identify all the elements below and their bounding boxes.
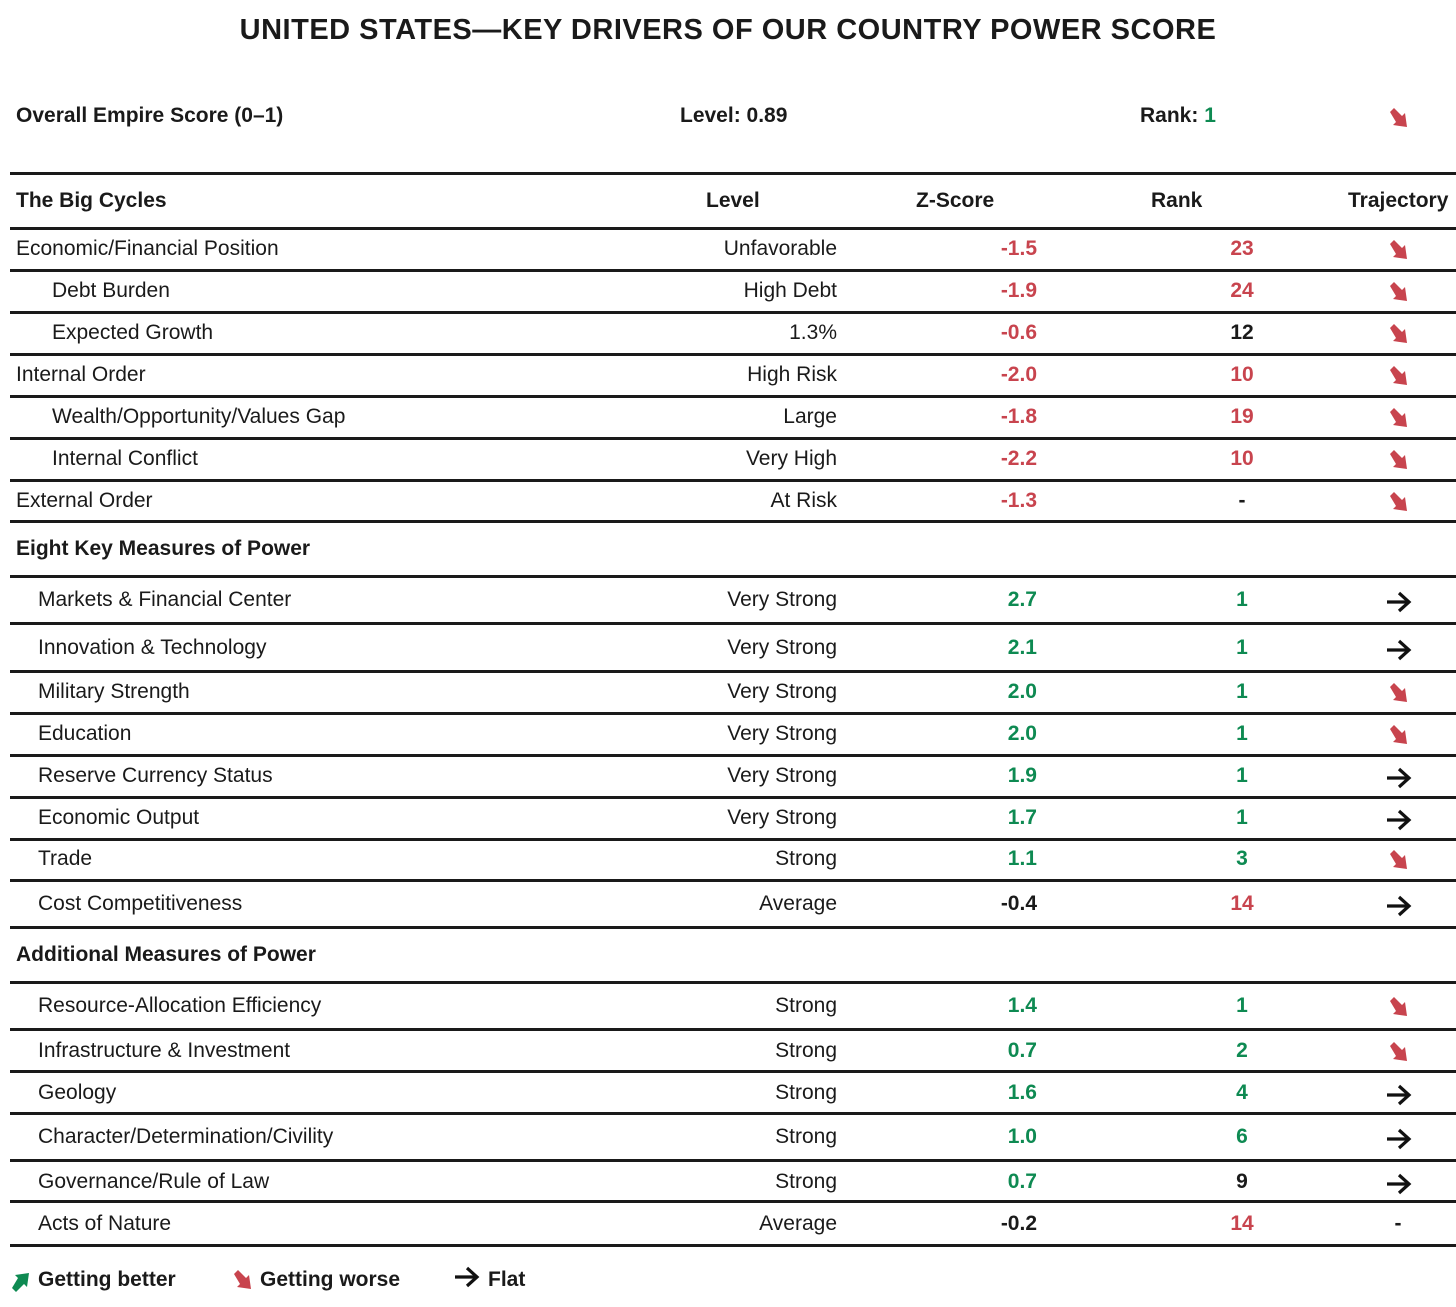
trend-down-icon [1386, 448, 1412, 474]
row-level: Very Strong [727, 680, 837, 703]
arrow-right-icon [1384, 589, 1410, 615]
row-level: Strong [775, 1081, 837, 1104]
row-level: 1.3% [789, 321, 837, 344]
header-top-rule [10, 172, 1456, 175]
row-rank: - [1238, 489, 1246, 512]
row-zscore: -1.9 [1000, 279, 1037, 302]
row-level: Large [783, 405, 837, 428]
row-rank: 4 [1236, 1081, 1248, 1104]
row-divider [10, 1200, 1456, 1203]
row-divider [10, 479, 1456, 482]
row-divider [10, 1070, 1456, 1073]
row-rank: 1 [1236, 806, 1248, 829]
row-rank: 1 [1236, 994, 1248, 1017]
row-level: At Risk [770, 489, 837, 512]
row-zscore: -1.5 [1000, 237, 1037, 260]
trend-down-icon [1386, 406, 1412, 432]
row-name: Character/Determination/Civility [38, 1125, 334, 1148]
row-divider [10, 1159, 1456, 1162]
row-zscore: 1.4 [1007, 994, 1037, 1017]
row-zscore: 2.1 [1007, 636, 1037, 659]
row-rank: 1 [1236, 764, 1248, 787]
row-name: Education [38, 722, 132, 745]
row-rank: 3 [1236, 847, 1248, 870]
row-divider [10, 622, 1456, 625]
trend-down-icon [1386, 723, 1412, 749]
column-header-zscore: Z-Score [916, 189, 995, 212]
row-divider [10, 520, 1456, 523]
row-level: Very High [745, 447, 837, 470]
row-level: Strong [775, 994, 837, 1017]
row-zscore: 1.0 [1007, 1125, 1037, 1148]
row-divider [10, 926, 1456, 929]
overall-level [680, 104, 787, 128]
trend-down-icon [1386, 364, 1412, 390]
row-divider [10, 838, 1456, 841]
arrow-right-icon [452, 1264, 478, 1290]
legend-better-label: Getting better [38, 1268, 176, 1291]
row-level: Average [759, 1212, 837, 1235]
row-divider [10, 1028, 1456, 1031]
column-header-trajectory: Trajectory [1348, 189, 1449, 212]
row-rank: 1 [1236, 722, 1248, 745]
legend-worse-label: Getting worse [260, 1268, 401, 1291]
row-zscore: 1.9 [1007, 764, 1037, 787]
row-divider [10, 575, 1456, 578]
row-name: Geology [38, 1081, 117, 1104]
row-rank: 24 [1230, 279, 1254, 302]
row-zscore: -2.2 [1000, 447, 1037, 470]
row-zscore: -0.4 [1000, 892, 1037, 915]
row-name: Trade [38, 847, 93, 870]
row-divider [10, 754, 1456, 757]
row-divider [10, 1112, 1456, 1115]
row-zscore: -0.2 [1000, 1212, 1037, 1235]
row-name: Wealth/Opportunity/Values Gap [52, 405, 346, 428]
row-level: High Debt [743, 279, 837, 302]
trend-down-icon [1386, 995, 1412, 1021]
row-divider [10, 796, 1456, 799]
row-zscore: 1.1 [1007, 847, 1037, 870]
row-level: High Risk [747, 363, 837, 386]
row-divider [10, 353, 1456, 356]
row-rank: 12 [1230, 321, 1254, 344]
row-level: Very Strong [727, 636, 837, 659]
row-level: Strong [775, 1170, 837, 1193]
row-name: Economic Output [38, 806, 200, 829]
row-level: Strong [775, 1125, 837, 1148]
row-zscore: 2.0 [1007, 722, 1037, 745]
row-divider [10, 437, 1456, 440]
row-name: External Order [16, 489, 153, 512]
row-rank: 1 [1236, 636, 1248, 659]
row-trajectory: - [1394, 1212, 1402, 1235]
overall-rank-value: 1 [1204, 104, 1216, 127]
row-divider [10, 712, 1456, 715]
row-zscore: 2.0 [1007, 680, 1037, 703]
arrow-right-icon [1384, 893, 1410, 919]
row-rank: 9 [1236, 1170, 1248, 1193]
row-divider [10, 227, 1456, 230]
row-divider [10, 879, 1456, 882]
row-rank: 6 [1236, 1125, 1248, 1148]
row-level: Average [759, 892, 837, 915]
trend-up-icon [8, 1268, 34, 1294]
row-level: Very Strong [727, 722, 837, 745]
arrow-right-icon [1384, 1171, 1410, 1197]
row-name: Expected Growth [52, 321, 214, 344]
row-level: Very Strong [727, 806, 837, 829]
row-name: Reserve Currency Status [38, 764, 273, 787]
row-divider [10, 269, 1456, 272]
overall-trajectory-icon [1386, 106, 1412, 132]
row-rank: 1 [1236, 680, 1248, 703]
trend-down-icon [1386, 322, 1412, 348]
trend-down-icon [230, 1268, 256, 1294]
row-zscore: -0.6 [1000, 321, 1037, 344]
arrow-right-icon [1384, 637, 1410, 663]
row-name: Markets & Financial Center [38, 588, 292, 611]
row-divider [10, 311, 1456, 314]
row-name: Infrastructure & Investment [38, 1039, 291, 1062]
row-rank: 1 [1236, 588, 1248, 611]
row-zscore: 1.6 [1007, 1081, 1037, 1104]
row-zscore: 1.7 [1007, 806, 1037, 829]
section-title-additional: Additional Measures of Power [16, 943, 316, 966]
row-rank: 10 [1230, 447, 1254, 470]
row-name: Economic/Financial Position [16, 237, 279, 260]
row-rank: 10 [1230, 363, 1254, 386]
row-name: Debt Burden [52, 279, 170, 302]
page-title: UNITED STATES—KEY DRIVERS OF OUR COUNTRY POWER SCORE [239, 14, 1217, 46]
row-level: Strong [775, 1039, 837, 1062]
row-zscore: -1.8 [1000, 405, 1037, 428]
arrow-right-icon [1384, 1082, 1410, 1108]
trend-down-icon [1386, 848, 1412, 874]
trend-down-icon [1386, 490, 1412, 516]
overall-rank-label: Rank: [1140, 104, 1199, 127]
row-name: Military Strength [38, 680, 190, 703]
overall-level-label: Level: [680, 104, 741, 127]
row-divider [10, 670, 1456, 673]
column-header-rank: Rank [1151, 189, 1203, 212]
row-name: Internal Conflict [52, 447, 198, 470]
row-name: Innovation & Technology [38, 636, 267, 659]
arrow-right-icon [1384, 807, 1410, 833]
row-rank: 14 [1230, 892, 1254, 915]
row-name: Governance/Rule of Law [38, 1170, 270, 1193]
overall-score-label: Overall Empire Score (0–1) [16, 104, 284, 127]
row-zscore: -1.3 [1000, 489, 1037, 512]
row-zscore: 2.7 [1007, 588, 1037, 611]
column-header-level: Level [706, 189, 760, 212]
row-zscore: -2.0 [1000, 363, 1037, 386]
arrow-right-icon [1384, 1126, 1410, 1152]
row-rank: 2 [1236, 1039, 1248, 1062]
arrow-right-icon [1384, 765, 1410, 791]
row-level: Very Strong [727, 764, 837, 787]
row-name: Acts of Nature [38, 1212, 172, 1235]
row-zscore: 0.7 [1007, 1039, 1037, 1062]
row-name: Resource-Allocation Efficiency [38, 994, 322, 1017]
row-name: Internal Order [16, 363, 146, 386]
row-level: Unfavorable [723, 237, 837, 260]
trend-down-icon [1386, 280, 1412, 306]
row-divider [10, 395, 1456, 398]
overall-rank [1140, 104, 1216, 128]
row-divider [10, 981, 1456, 984]
row-level: Very Strong [727, 588, 837, 611]
row-level: Strong [775, 847, 837, 870]
row-rank: 19 [1230, 405, 1254, 428]
row-name: Cost Competitiveness [38, 892, 243, 915]
trend-down-icon [1386, 1040, 1412, 1066]
row-rank: 14 [1230, 1212, 1254, 1235]
legend-flat-label: Flat [488, 1268, 526, 1291]
overall-level-value: 0.89 [746, 104, 788, 127]
trend-down-icon [1386, 681, 1412, 707]
trend-down-icon [1386, 238, 1412, 264]
section-title-eight-key: Eight Key Measures of Power [16, 537, 311, 560]
row-divider [10, 1244, 1456, 1247]
row-rank: 23 [1230, 237, 1254, 260]
row-zscore: 0.7 [1007, 1170, 1037, 1193]
column-header-name: The Big Cycles [16, 189, 167, 212]
